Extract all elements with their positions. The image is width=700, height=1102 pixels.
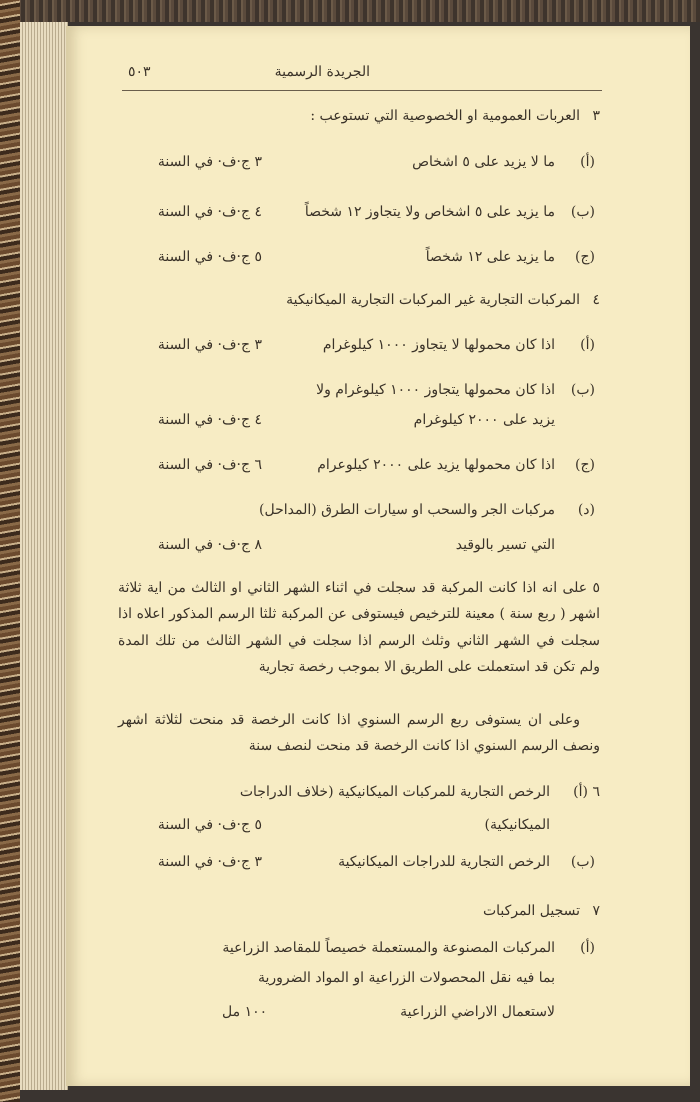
item-label: (أ)	[580, 940, 595, 956]
item-label: (ج)	[575, 249, 595, 265]
section-3-number: ٣	[592, 108, 600, 124]
item-amount: ١٠٠ مل	[222, 1004, 268, 1020]
item-amount: ٣ ج·ف· في السنة	[157, 154, 262, 170]
section-7-number: ٧	[592, 903, 600, 919]
item-label: (أ)	[580, 154, 595, 170]
item-text: ما يزيد على ١٢ شخصاً	[425, 249, 555, 265]
item-label: (ج)	[575, 457, 595, 473]
item-text: مركبات الجر والسحب او سيارات الطرق (المداحل)	[259, 502, 555, 518]
item-label: (أ)	[580, 337, 595, 353]
item-text-cont: لاستعمال الاراضي الزراعية	[400, 1004, 555, 1020]
item-label: (أ)	[573, 784, 588, 800]
page-number: ٥٠٣	[128, 64, 151, 80]
item-amount: ٤ ج·ف· في السنة	[157, 412, 262, 428]
section-7-heading: تسجيل المركبات	[482, 903, 580, 919]
item-amount: ٨ ج·ف· في السنة	[157, 537, 262, 553]
item-amount: ٥ ج·ف· في السنة	[157, 249, 262, 265]
section-3-heading: العربات العمومية او الخصوصية التي تستوعب :	[310, 108, 580, 124]
document-page	[66, 26, 690, 1086]
item-text-cont: يزيد على ٢٠٠٠ كيلوغرام	[413, 412, 555, 428]
item-amount: ٣ ج·ف· في السنة	[157, 337, 262, 353]
item-amount: ٤ ج·ف· في السنة	[157, 204, 262, 220]
item-text: ما يزيد على ٥ اشخاص ولا يتجاوز ١٢ شخصاً	[304, 204, 555, 220]
section-4-number: ٤	[592, 292, 600, 308]
item-text: ما لا يزيد على ٥ اشخاص	[412, 154, 555, 170]
item-label: (ب)	[570, 854, 595, 870]
item-label: (ب)	[570, 204, 595, 220]
section-5-paragraph: ٥ على انه اذا كانت المركبة قد سجلت في اثناء الشهر الثاني او الثالث من اية ثلاثة اشهر ( ربع سنة ) معينة للترخيص فيستوفى عن المركبة ثلثا الرسم المذكور اعلاه اذا سجلت في الشهر الثاني وثلث الرسم اذا سجلت في الشهر الثالث من تلك المدة ولم تكن قد استعملت على الطريق الا بموجب رخصة تجارية	[118, 580, 600, 676]
item-amount: ٥ ج·ف· في السنة	[157, 817, 262, 833]
item-text: الرخص التجارية للمركبات الميكانيكية (خلاف الدراجات	[239, 784, 550, 800]
page-edges	[20, 22, 68, 1090]
section-6-number: ٦	[592, 784, 600, 800]
item-amount: ٦ ج·ف· في السنة	[157, 457, 262, 473]
item-text-cont: الميكانيكية)	[484, 817, 550, 833]
page-title: الجريدة الرسمية	[274, 64, 370, 80]
item-text-cont: التي تسير بالوقيد	[455, 537, 555, 553]
section-5-paragraph-2: وعلى ان يستوفى ربع الرسم السنوي اذا كانت الرخصة قد منحت لثلاثة اشهر ونصف الرسم السنوي اذا كانت الرخصة قد منحت لنصف سنة	[118, 712, 600, 755]
book-cover-top	[0, 0, 700, 22]
item-text: اذا كان محمولها يزيد على ٢٠٠٠ كيلوعرام	[317, 457, 555, 473]
header-rule	[122, 90, 602, 91]
section-4-heading: المركبات التجارية غير المركبات التجارية الميكانيكية	[286, 292, 580, 308]
item-label: (د)	[577, 502, 595, 518]
item-text: الرخص التجارية للدراجات الميكانيكية	[338, 854, 550, 870]
item-text-cont: بما فيه نقل المحصولات الزراعية او المواد الضرورية	[257, 970, 555, 986]
item-label: (ب)	[570, 382, 595, 398]
item-text: المركبات المصنوعة والمستعملة خصيصاً للمقاصد الزراعية	[222, 940, 555, 956]
item-amount: ٣ ج·ف· في السنة	[157, 854, 262, 870]
book-spine	[0, 0, 20, 1102]
item-text: اذا كان محمولها لا يتجاوز ١٠٠٠ كيلوغرام	[322, 337, 555, 353]
item-text: اذا كان محمولها يتجاوز ١٠٠٠ كيلوغرام ولا	[316, 382, 555, 398]
